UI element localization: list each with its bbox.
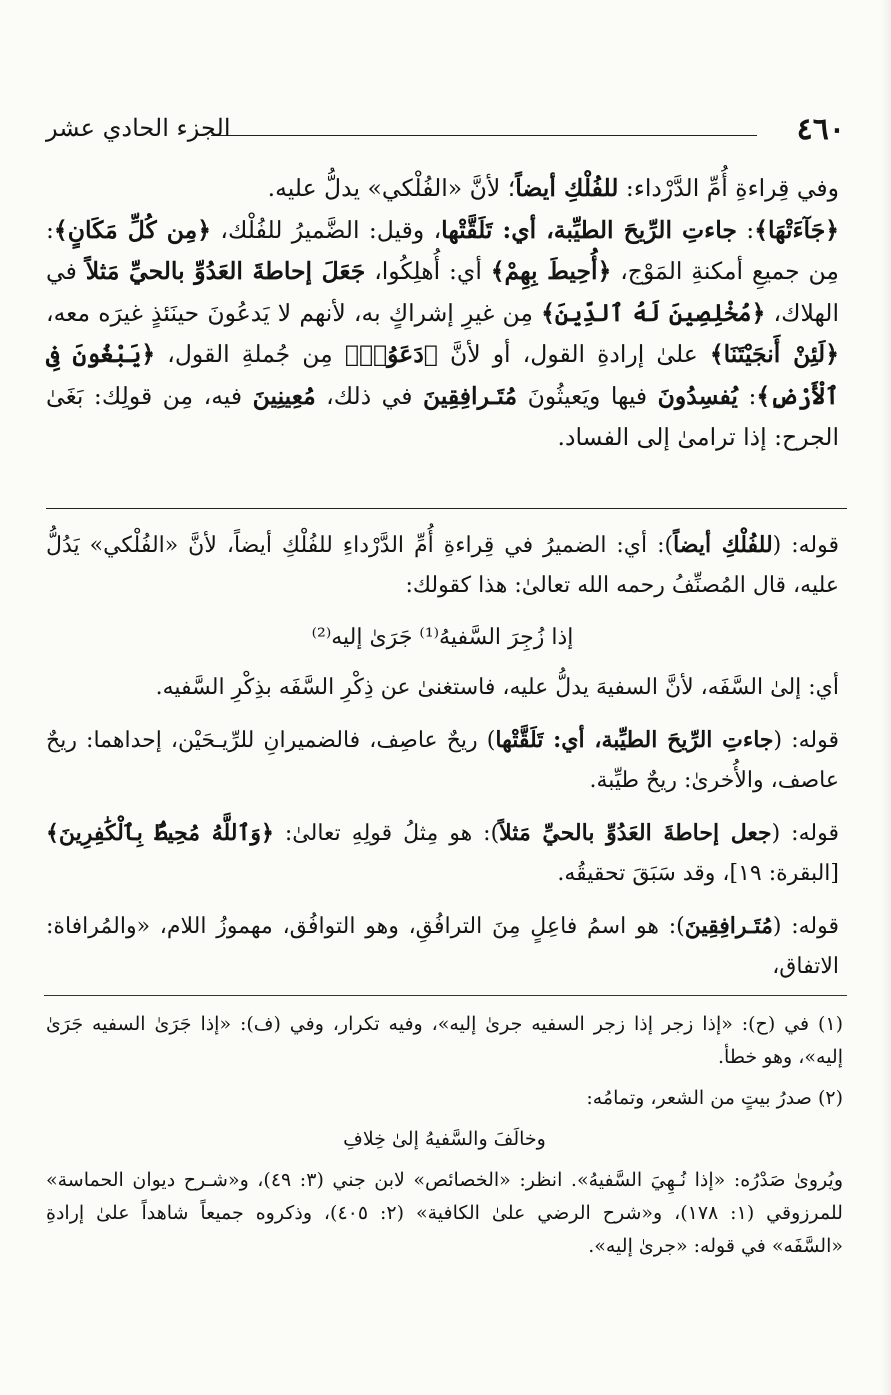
- bold-phrase: جاءتِ الرِّيحَ الطيِّبة، أي: تَلَقَّتْها: [441, 215, 737, 244]
- bold-phrase: مُتَـرافِقِينَ: [422, 381, 518, 410]
- bold-phrase: مُتَـرافِقِينَ: [684, 913, 773, 939]
- bold-phrase: جعل إحاطةَ العَدُوِّ بالحيِّ مَثلاً: [499, 820, 772, 846]
- main-paragraph-1: [46, 168, 839, 210]
- commentary-paragraph-5: [46, 906, 839, 987]
- footnote-divider: [44, 995, 847, 996]
- text-run: في ذلك،: [315, 381, 423, 410]
- text-run: :: [737, 381, 757, 410]
- text-run: قوله: (: [773, 728, 839, 753]
- text-run: ): أي: الضميرُ في قِراءةِ أُمِّ الدَّرْداءِ للفُلْكِ أيضاً، لأنَّ «الفُلْكي» يَدُلُّ عليه، قال المُصنِّفُ رحمه الله تعالىٰ: هذا كقولك:: [46, 533, 839, 598]
- text-run: قوله: (: [772, 914, 839, 939]
- bold-phrase: للفُلْكِ أيضاً: [673, 532, 773, 558]
- page-header: [46, 112, 845, 156]
- text-run: ، وقيل: الضَّميرُ للفُلْك،: [211, 215, 442, 244]
- quran-quote: ﴿جَآءَتْهَا﴾: [754, 215, 839, 244]
- text-run: ) ريحٌ عاصِف، فالضميرانِ للرِّيـحَيْن، إحداهما: ريحٌ عاصف، والأُخرىٰ: ريحٌ طيِّبة.: [46, 728, 839, 793]
- quran-quote: ﴿لَئِنْ أَنجَيْتَنَا﴾: [709, 340, 839, 368]
- text-run: : مِن جميعِ أمكنةِ المَوْج،: [46, 215, 840, 285]
- quran-quote: ﴿يَبْغُونَ فِى ٱلْأَرْضِ﴾: [46, 340, 839, 410]
- footnote-2-continued: ويُروىٰ صَدْرُه: «إذا نُـهِيَ السَّفيهُ». انظر: «الخصائص» لابن جني (٣: ٤٩)، و«شـرح ديوان الحماسة» للمرزوقي (١: ١٧٨)، و«شرح الرضي علىٰ الكافية» (٢: ٤٠٥)، وذكروه جميعاً شاهداً علىٰ إرادةِ «السَّفَه» في قوله: «جرىٰ إليه».: [46, 1169, 843, 1257]
- text-run: في الهلاك،: [46, 257, 840, 327]
- text-run: فيها ويَعيثُونَ: [517, 381, 658, 410]
- text-run: :: [736, 215, 755, 244]
- commentary-paragraph-4: [46, 813, 839, 894]
- main-paragraph-2: [46, 210, 839, 459]
- bold-phrase: يُفسِدُونَ: [657, 381, 738, 410]
- text-run: فيه، مِن قولِك: بَغَىٰ الجرح: إذا ترامىٰ إلى الفساد.: [46, 381, 839, 451]
- text-run: قوله: (: [772, 533, 839, 558]
- text-run: أي: أُهلِكُوا،: [365, 257, 491, 285]
- page-number: ٤٦٠: [796, 112, 845, 147]
- page-crease-shadow: [881, 0, 891, 1395]
- bold-phrase: جَعَلَ إحاطةَ العَدُوِّ بالحيِّ مَثلاً: [85, 257, 366, 285]
- quran-quote: ﴿مِن كُلِّ مَكَانٍ﴾: [53, 215, 212, 244]
- footnote-verse: وخالَفَ والسَّفيهُ إلىٰ خِلافِ: [343, 1128, 546, 1150]
- section-divider: [46, 508, 847, 509]
- commentary-paragraph-2: أي: إلىٰ السَّفَه، لأنَّ السفيهَ يدلُّ عليه، فاستغنىٰ عن ذِكْرِ السَّفَه بذِكْرِ السَّفيه.: [155, 675, 839, 700]
- bold-phrase: مُعِينِينَ: [252, 381, 316, 410]
- commentary-section: [46, 525, 839, 999]
- text-run: ): هو مِثلُ قولِهِ تعالىٰ:: [273, 821, 500, 846]
- bold-phrase: جاءتِ الرِّيحَ الطيِّبة، أي: تَلَقَّتْها: [495, 727, 774, 753]
- text-run: علىٰ إرادةِ القول، أو لأنَّ: [437, 340, 710, 368]
- footnotes: [46, 1008, 843, 1271]
- text-run: ؛ لأنَّ «الفُلْكي» يدلُّ عليه.: [267, 174, 516, 202]
- quran-quote: ﴿دَعَوُا۟﴾: [344, 340, 438, 368]
- text-run: مِن غيرِ إشراكٍ به، لأنهم لا يَدعُونَ حينَئذٍ غيرَه معه،: [46, 298, 542, 327]
- bold-phrase: للفُلْكِ أيضاً: [515, 174, 619, 202]
- text-run: وفي قِراءةِ أُمِّ الدَّرْداء:: [618, 174, 839, 202]
- footnote-1: (١) في (ح): «إذا زجر إذا زجر السفيه جرىٰ إليه»، وفيه تكرار، وفي (ف): «إذا جَرَىٰ السفيه جَرَىٰ إليه»، وهو خطأ.: [46, 1013, 843, 1068]
- quran-quote: ﴿أُحِيطَ بِهِمْ﴾: [490, 257, 612, 285]
- main-text: [46, 168, 839, 459]
- footnote-2: (٢) صدرُ بيتٍ من الشعر، وتمامُه:: [586, 1087, 843, 1109]
- text-run: مِن جُملةِ القول،: [155, 340, 345, 368]
- poetry-verse: إذا زُجِرَ السَّفيهُ⁽¹⁾ جَرَىٰ إليه⁽²⁾: [311, 625, 574, 650]
- commentary-paragraph-3: [46, 720, 839, 801]
- text-run: [البقرة: ١٩]، وقد سَبَقَ تحقيقُه.: [557, 861, 839, 886]
- text-run: ): هو اسمُ فاعِلٍ مِنَ الترافُقِ، وهو التوافُق، مهموزُ اللام، «والمُرافاة: الاتفاق،: [46, 914, 839, 979]
- running-title: الجزء الحادي عشر: [46, 114, 231, 142]
- quran-quote: ﴿وَٱللَّهُ مُحِيطٌۢ بِٱلْكَٰفِرِينَ﴾: [46, 820, 274, 846]
- text-run: قوله: (: [771, 821, 839, 846]
- quran-quote: ﴿مُخْلِصِينَ لَهُ ٱلدِّينَ﴾: [541, 298, 766, 327]
- header-rule: [211, 135, 757, 136]
- commentary-paragraph-1: [46, 525, 839, 606]
